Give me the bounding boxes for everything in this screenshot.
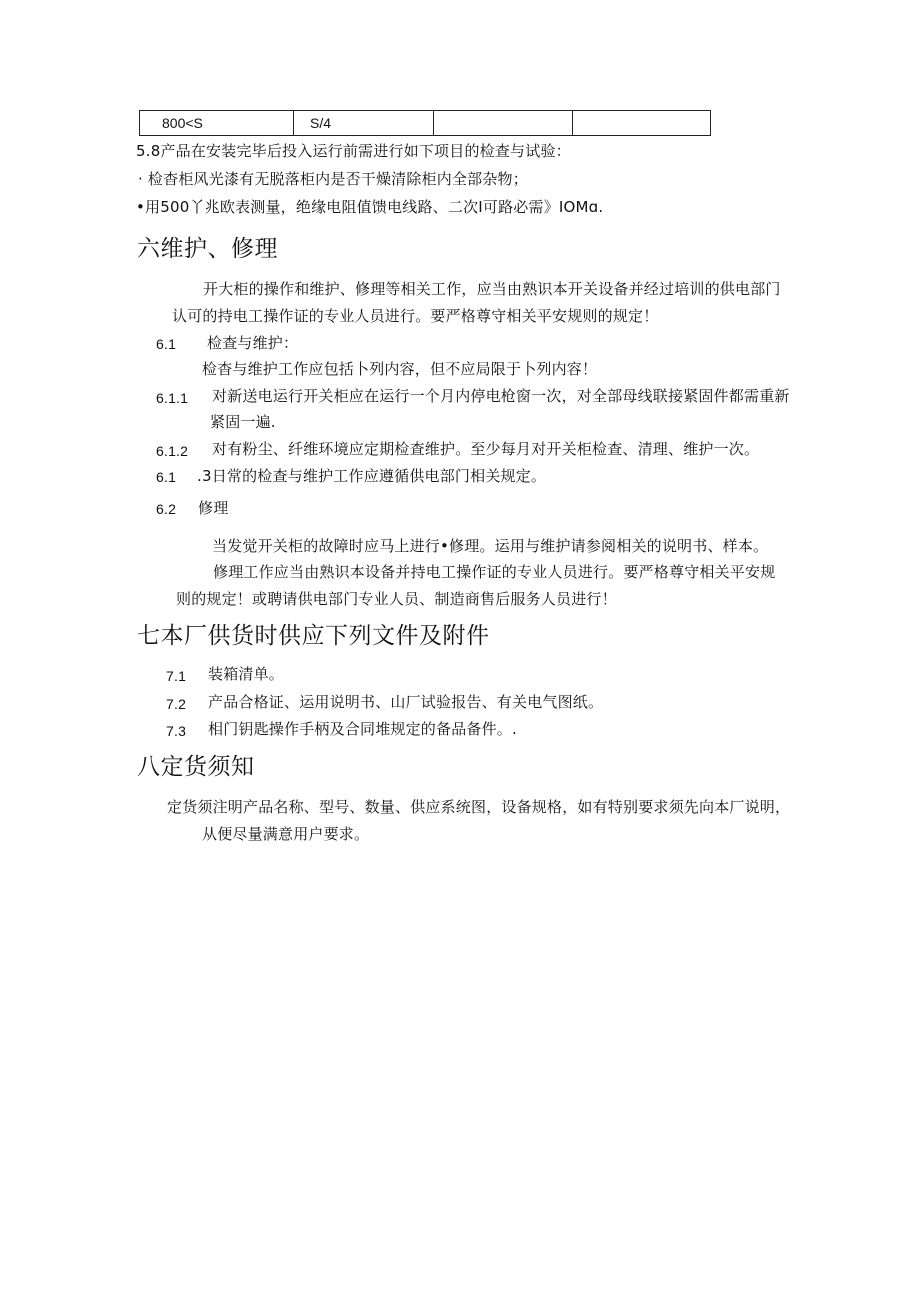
table-row [140,111,711,136]
section-6-2-number: 6.2 [156,501,177,517]
section-6-1-1-line1: 对新送电运行开关柜应在运行一个月内停电枪窗一次，对全部母线联接紧固件都需重新 [212,387,790,405]
section-6-1-3-text: .3日常的检查与维护工作应遵循供电部门相关规定。 [197,467,547,485]
section-6-2-paragraph2-line1: 修理工作应当由熟识本设备并持电工操作证的专业人员进行。要严格尊守相关平安规 [213,563,776,581]
section-7-3-number: 7.3 [166,723,187,739]
section-6-1-2-number: 6.1.2 [156,443,189,459]
section-6-2-paragraph1: 当发觉开关柜的故障时应马上进行•修理。运用与维护请参阅相关的说明书、样本。 [212,537,769,555]
section-7-heading: 七本厂供货时供应下列文件及附件 [137,623,490,649]
section-6-1-3-number: 6.1 [156,469,177,485]
table-cell: S/4 [294,111,434,136]
section-6-heading: 六维护、修理 [137,236,278,262]
section-8-line2: 从便尽量满意用户要求。 [202,825,370,843]
section-6-intro-line2: 认可的持电工操作证的专业人员进行。要严格尊守相关平安规则的规定！ [172,307,659,325]
check-item-insulation: •用500丫兆欧表测量，绝缘电阻值馈电线路、二次I可路必需》IOMɑ. [136,198,604,216]
section-7-3-text: 相门钥匙操作手柄及合同堆规定的备品备件。. [208,720,517,738]
section-7-1-number: 7.1 [166,668,187,684]
section-8-heading: 八定货须知 [137,754,255,780]
section-6-2-title: 修理 [198,499,229,517]
section-6-1-2-text: 对有粉尘、纤维环境应定期检查维护。至少每月对开关柜检查、清理、维护一次。 [212,440,760,458]
section-7-2-number: 7.2 [166,696,187,712]
table-cell [573,111,711,136]
section-5-8-title: 5.8产品在安装完毕后投入运行前需进行如下项目的检查与试验： [136,142,571,160]
table-cell: 800<S [140,111,294,136]
section-6-1-1-line2: 紧固一遍. [210,413,276,431]
section-6-1-1-number: 6.1.1 [156,390,189,406]
section-6-1-number: 6.1 [156,336,177,352]
section-6-1-text: 检杳与维护工作应包括卜列内容，但不应局限于卜列内容！ [202,360,598,378]
section-6-2-paragraph2-line2: 则的规定！或聘请供电部门专业人员、制造商售后服务人员进行！ [176,590,617,608]
section-7-2-text: 产品合格证、运用说明书、山厂试验报告、有关电气图纸。 [208,693,604,711]
spec-table [139,110,711,136]
table-cell [434,111,573,136]
section-6-1-title: 检查与维护： [207,334,299,352]
section-7-1-text: 装箱清单。 [208,665,285,683]
section-8-line1: 定货须注明产品名称、型号、数量、供应系统图，设备规格，如有特别要求须先向本厂说明， [167,798,791,816]
section-6-intro-line1: 开大柜的操作和维护、修理等相关工作，应当由熟识本开关设备并经过培训的供电部门 [203,280,781,298]
check-item-paint: · 检杳柜风光漆有无脱落柜内是否干燥清除柜内全部杂物； [138,170,528,188]
